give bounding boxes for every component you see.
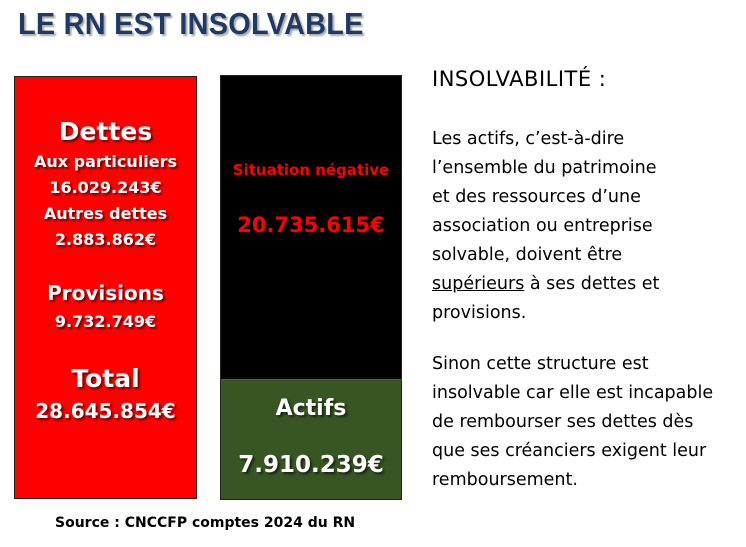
definition-line: et des ressources d’une [432,187,641,207]
assets-label: Actifs [275,396,347,421]
definition-paragraph [432,125,659,328]
definition-line: Les actifs, c’est-à-dire [432,129,625,149]
provisions-label: Provisions [47,281,164,305]
definition-line-rest: à ses dettes et [524,274,660,294]
debts-label: Dettes [58,117,153,146]
definition-line: l’ensemble du patrimoine [432,158,657,178]
definition-line: solvable, doivent être [432,245,623,265]
individuals-debt-label: Aux particuliers [33,152,178,171]
provisions-value: 9.732.749€ [54,312,157,331]
assets-value: 7.910.239€ [238,452,384,478]
consequence-line: insolvable car elle est incapable [432,383,714,403]
definition-line: provisions. [432,303,527,323]
insolvency-heading: INSOLVABILITÉ : [432,67,607,91]
source-caption: Source : CNCCFP comptes 2024 du RN [55,515,356,531]
consequence-line: que ses créanciers exigent leur [432,441,707,461]
underlined-word: supérieurs [432,274,525,294]
consequence-line: de rembourser ses dettes dès [432,412,694,432]
page-title: LE RN EST INSOLVABLE [18,6,364,41]
consequence-line: Sinon cette structure est [432,354,649,374]
assets-box [220,379,402,500]
negative-situation-value: 20.735.615€ [237,213,385,237]
debts-box [14,76,197,499]
other-debts-label: Autres dettes [43,204,168,223]
definition-line [432,270,659,299]
consequence-line: remboursement. [432,470,578,490]
negative-situation-box [220,75,402,380]
total-label: Total [71,364,140,393]
other-debts-value: 2.883.862€ [54,230,157,249]
individuals-debt-value: 16.029.243€ [49,178,162,197]
definition-line: association ou entreprise [432,216,653,236]
negative-situation-label: Situation négative [232,161,390,179]
consequence-paragraph [432,350,713,495]
total-value: 28.645.854€ [35,399,176,423]
